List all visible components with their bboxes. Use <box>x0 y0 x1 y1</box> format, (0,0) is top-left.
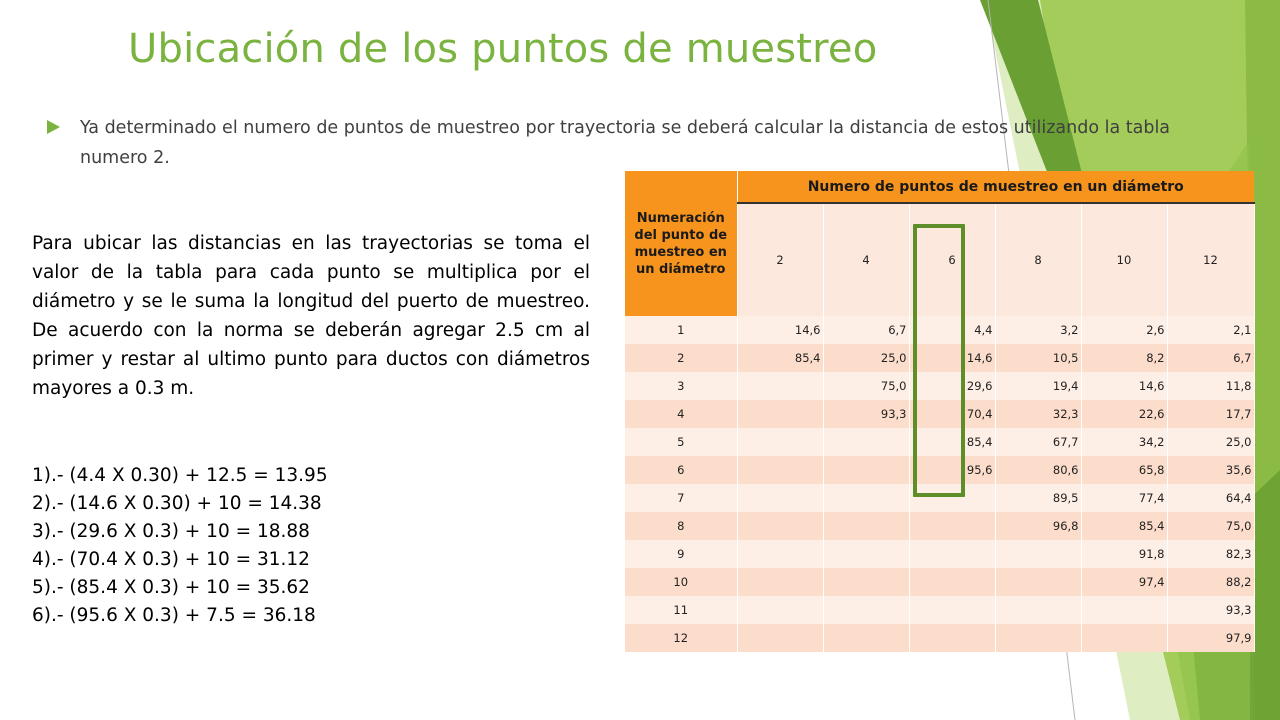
table-cell: 82,3 <box>1167 540 1254 568</box>
formula-line: 6).- (95.6 X 0.3) + 7.5 = 36.18 <box>32 605 316 626</box>
table-row-label: 11 <box>625 596 737 624</box>
formula-line: 2).- (14.6 X 0.30) + 10 = 14.38 <box>32 493 322 514</box>
table-cell <box>737 372 823 400</box>
table-cell: 32,3 <box>995 400 1081 428</box>
table-cell: 89,5 <box>995 484 1081 512</box>
table-row-label: 12 <box>625 624 737 652</box>
table-cell: 85,4 <box>909 428 995 456</box>
table-row <box>625 596 1254 624</box>
table-cell: 70,4 <box>909 400 995 428</box>
bullet-arrow-icon <box>47 120 60 134</box>
table-cell <box>909 596 995 624</box>
highlight-box-column-6 <box>913 224 965 497</box>
table-row-label: 1 <box>625 316 737 344</box>
table-cell <box>823 428 909 456</box>
table-cell: 96,8 <box>995 512 1081 540</box>
table-cell <box>823 512 909 540</box>
table-cell <box>1081 596 1167 624</box>
table-cell <box>823 568 909 596</box>
table-row-label: 3 <box>625 372 737 400</box>
formula-list <box>32 462 328 630</box>
table-cell <box>737 484 823 512</box>
table-row-label: 6 <box>625 456 737 484</box>
table-column-header: 4 <box>823 203 909 316</box>
table-cell <box>909 624 995 652</box>
table-cell: 97,9 <box>1167 624 1254 652</box>
table-cell: 6,7 <box>1167 344 1254 372</box>
table-cell: 75,0 <box>823 372 909 400</box>
table-cell <box>737 540 823 568</box>
table-cell: 64,4 <box>1167 484 1254 512</box>
table-cell: 95,6 <box>909 456 995 484</box>
table-cell <box>823 596 909 624</box>
formula-line: 4).- (70.4 X 0.3) + 10 = 31.12 <box>32 549 310 570</box>
table-cell: 91,8 <box>1081 540 1167 568</box>
table-cell <box>737 568 823 596</box>
table-row-label: 8 <box>625 512 737 540</box>
table-cell: 93,3 <box>823 400 909 428</box>
table-corner-header: Numeración del punto de muestreo en un diámetro <box>625 171 737 316</box>
table-cell: 75,0 <box>1167 512 1254 540</box>
table-cell: 10,5 <box>995 344 1081 372</box>
table-cell <box>737 428 823 456</box>
table-column-header: 12 <box>1167 203 1254 316</box>
table-row <box>625 512 1254 540</box>
table-column-header: 2 <box>737 203 823 316</box>
table-row-label: 10 <box>625 568 737 596</box>
table-cell <box>737 456 823 484</box>
table-cell <box>737 512 823 540</box>
table-cell: 22,6 <box>1081 400 1167 428</box>
table-cell <box>909 540 995 568</box>
table-cell <box>995 568 1081 596</box>
table-cell: 14,6 <box>909 344 995 372</box>
table-cell <box>995 540 1081 568</box>
table-cell <box>823 456 909 484</box>
table-row-label: 2 <box>625 344 737 372</box>
table-cell: 97,4 <box>1081 568 1167 596</box>
table-cell: 3,2 <box>995 316 1081 344</box>
table-cell: 85,4 <box>1081 512 1167 540</box>
table-cell: 34,2 <box>1081 428 1167 456</box>
table-cell <box>737 400 823 428</box>
table-cell: 2,1 <box>1167 316 1254 344</box>
table-row-label: 5 <box>625 428 737 456</box>
table-cell: 67,7 <box>995 428 1081 456</box>
table-cell: 14,6 <box>1081 372 1167 400</box>
table-column-header: 8 <box>995 203 1081 316</box>
table-cell <box>1081 624 1167 652</box>
table-cell: 25,0 <box>823 344 909 372</box>
table-cell: 8,2 <box>1081 344 1167 372</box>
table-cell: 29,6 <box>909 372 995 400</box>
table-row <box>625 624 1254 652</box>
table-cell: 4,4 <box>909 316 995 344</box>
table-cell: 80,6 <box>995 456 1081 484</box>
table-cell <box>995 596 1081 624</box>
table-cell <box>823 484 909 512</box>
table-cell <box>737 624 823 652</box>
table-cell <box>909 512 995 540</box>
table-cell: 65,8 <box>1081 456 1167 484</box>
table-row-label: 4 <box>625 400 737 428</box>
formula-line: 5).- (85.4 X 0.3) + 10 = 35.62 <box>32 577 310 598</box>
table-cell: 35,6 <box>1167 456 1254 484</box>
table-cell: 25,0 <box>1167 428 1254 456</box>
formula-line: 3).- (29.6 X 0.3) + 10 = 18.88 <box>32 521 310 542</box>
table-row-label: 7 <box>625 484 737 512</box>
table-row <box>625 568 1254 596</box>
table-cell <box>823 624 909 652</box>
table-row <box>625 540 1254 568</box>
explanation-paragraph: Para ubicar las distancias en las trayectorias se toma el valor de la tabla para cada punto se multiplica por el diámetro y se le suma la longitud del puerto de muestreo. De acuerdo con la norma se deberán agregar 2.5 cm al primer y restar al ultimo punto para ductos con diámetros mayores a 0.3 m. <box>32 233 590 399</box>
table-group-header: Numero de puntos de muestreo en un diámetro <box>737 171 1254 203</box>
table-cell: 85,4 <box>737 344 823 372</box>
bullet-text: Ya determinado el numero de puntos de muestreo por trayectoria se deberá calcular la distancia de estos utilizando la tabla numero 2. <box>80 118 1171 168</box>
formula-line: 1).- (4.4 X 0.30) + 12.5 = 13.95 <box>32 465 328 486</box>
table-cell: 6,7 <box>823 316 909 344</box>
table-cell <box>995 624 1081 652</box>
table-cell: 11,8 <box>1167 372 1254 400</box>
table-column-header: 10 <box>1081 203 1167 316</box>
table-row-label: 9 <box>625 540 737 568</box>
table-column-header: 6 <box>909 203 995 316</box>
table-cell <box>823 540 909 568</box>
table-cell: 2,6 <box>1081 316 1167 344</box>
table-cell: 14,6 <box>737 316 823 344</box>
slide-title: Ubicación de los puntos de muestreo <box>128 26 878 72</box>
table-cell <box>737 596 823 624</box>
table-cell: 93,3 <box>1167 596 1254 624</box>
table-cell: 88,2 <box>1167 568 1254 596</box>
table-cell <box>909 568 995 596</box>
table-cell: 77,4 <box>1081 484 1167 512</box>
table-cell: 17,7 <box>1167 400 1254 428</box>
table-cell: 19,4 <box>995 372 1081 400</box>
